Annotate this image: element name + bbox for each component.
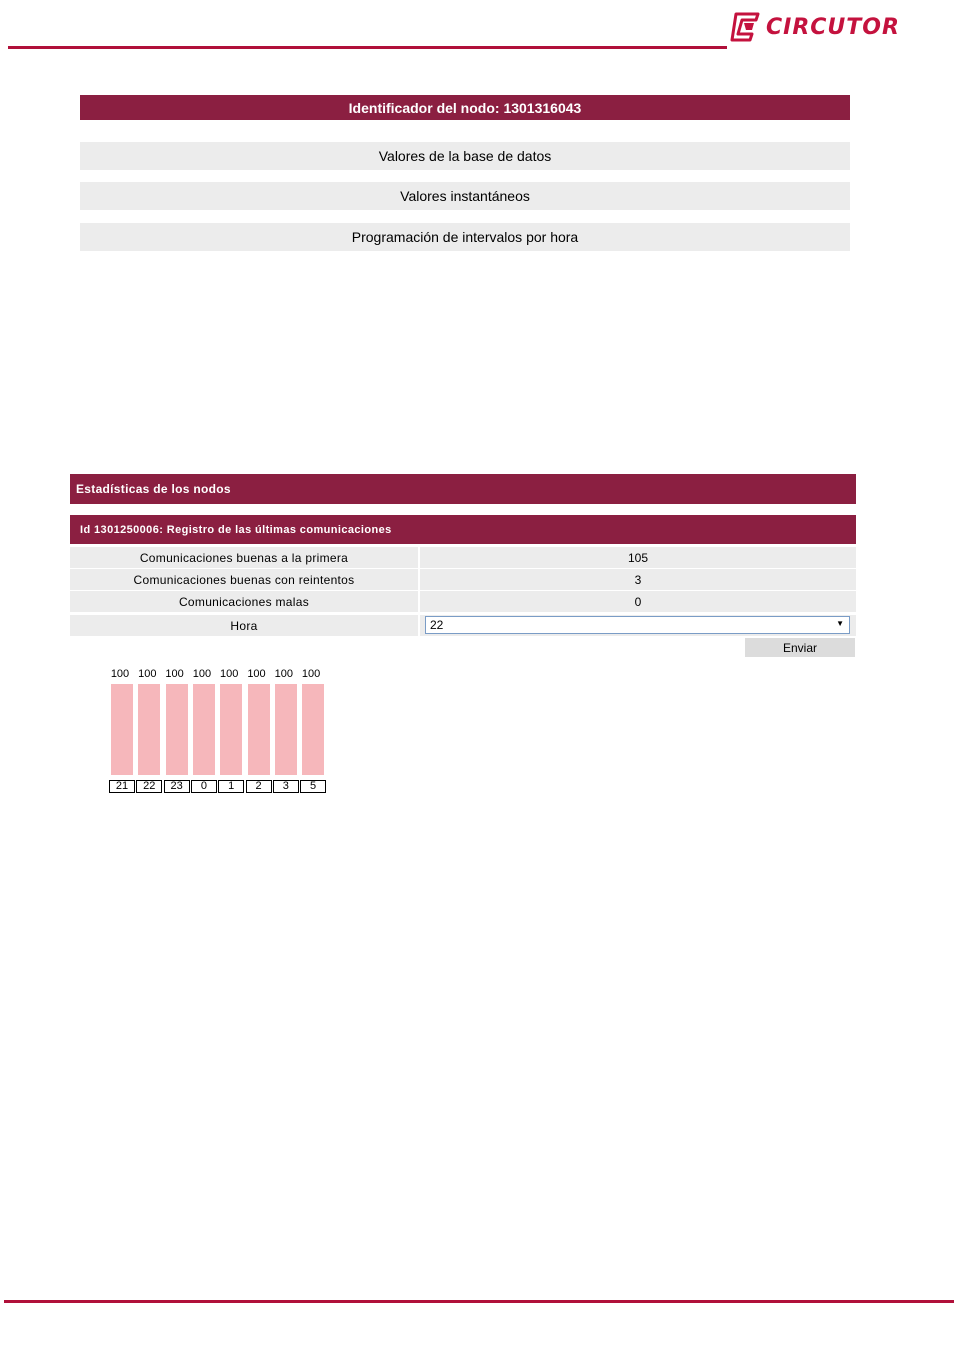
bar-value-label: 100: [138, 668, 157, 680]
bar-value-label: 100: [247, 668, 266, 680]
bar-category-label: 22: [136, 780, 162, 793]
row-label: Comunicaciones buenas con reintentos: [70, 569, 418, 590]
hour-select-value: 22: [430, 618, 444, 632]
bar-category-label: 23: [164, 780, 190, 793]
bar-category-label: 3: [273, 780, 299, 793]
hour-select[interactable]: [425, 616, 850, 634]
bar-value-label: 100: [220, 668, 239, 680]
table-row: [70, 591, 856, 612]
circutor-logo: [730, 8, 920, 46]
table-row: [70, 547, 856, 568]
bar-category-label: 1: [218, 780, 244, 793]
hour-cell: [420, 615, 856, 636]
menu-hourly-schedule-button[interactable]: Programación de intervalos por hora: [80, 223, 850, 251]
row-value: 3: [420, 569, 856, 590]
send-button[interactable]: Enviar: [745, 638, 855, 657]
menu-database-values-button[interactable]: Valores de la base de datos: [80, 142, 850, 170]
bar-category-label: 5: [300, 780, 326, 793]
row-value: 105: [420, 547, 856, 568]
hour-row: [70, 615, 856, 636]
dropdown-arrow-icon: ▼: [836, 619, 844, 628]
bar: [302, 684, 324, 775]
comm-log-header: Id 1301250006: Registro de las últimas comunicaciones: [70, 515, 856, 544]
bar-value-label: 100: [165, 668, 184, 680]
footer-rule: [4, 1300, 954, 1303]
table-row: [70, 569, 856, 590]
bar-value-label: 100: [301, 668, 321, 680]
header-rule: [8, 46, 727, 49]
hour-label: Hora: [70, 615, 418, 636]
bar-value-label: 100: [110, 668, 130, 680]
bar: [166, 684, 188, 775]
node-stats-header: Estadísticas de los nodos: [70, 474, 856, 504]
circutor-logo-icon: [730, 10, 762, 44]
bar: [138, 684, 160, 775]
bar: [220, 684, 242, 775]
bar-category-label: 21: [109, 780, 135, 793]
bar-value-label: 100: [274, 668, 293, 680]
row-label: Comunicaciones buenas a la primera: [70, 547, 418, 568]
bar: [193, 684, 215, 775]
brand-name: CIRCUTOR: [766, 14, 900, 40]
row-value: 0: [420, 591, 856, 612]
bar: [111, 684, 133, 775]
bar: [248, 684, 270, 775]
menu-instant-values-button[interactable]: Valores instantáneos: [80, 182, 850, 210]
bar-category-label: 0: [191, 780, 217, 793]
bar-value-label: 100: [192, 668, 212, 680]
bar-chart: [108, 668, 330, 796]
bar-category-label: 2: [246, 780, 272, 793]
node-identifier-header: Identificador del nodo: 1301316043: [80, 95, 850, 120]
bar: [275, 684, 297, 775]
row-label: Comunicaciones malas: [70, 591, 418, 612]
